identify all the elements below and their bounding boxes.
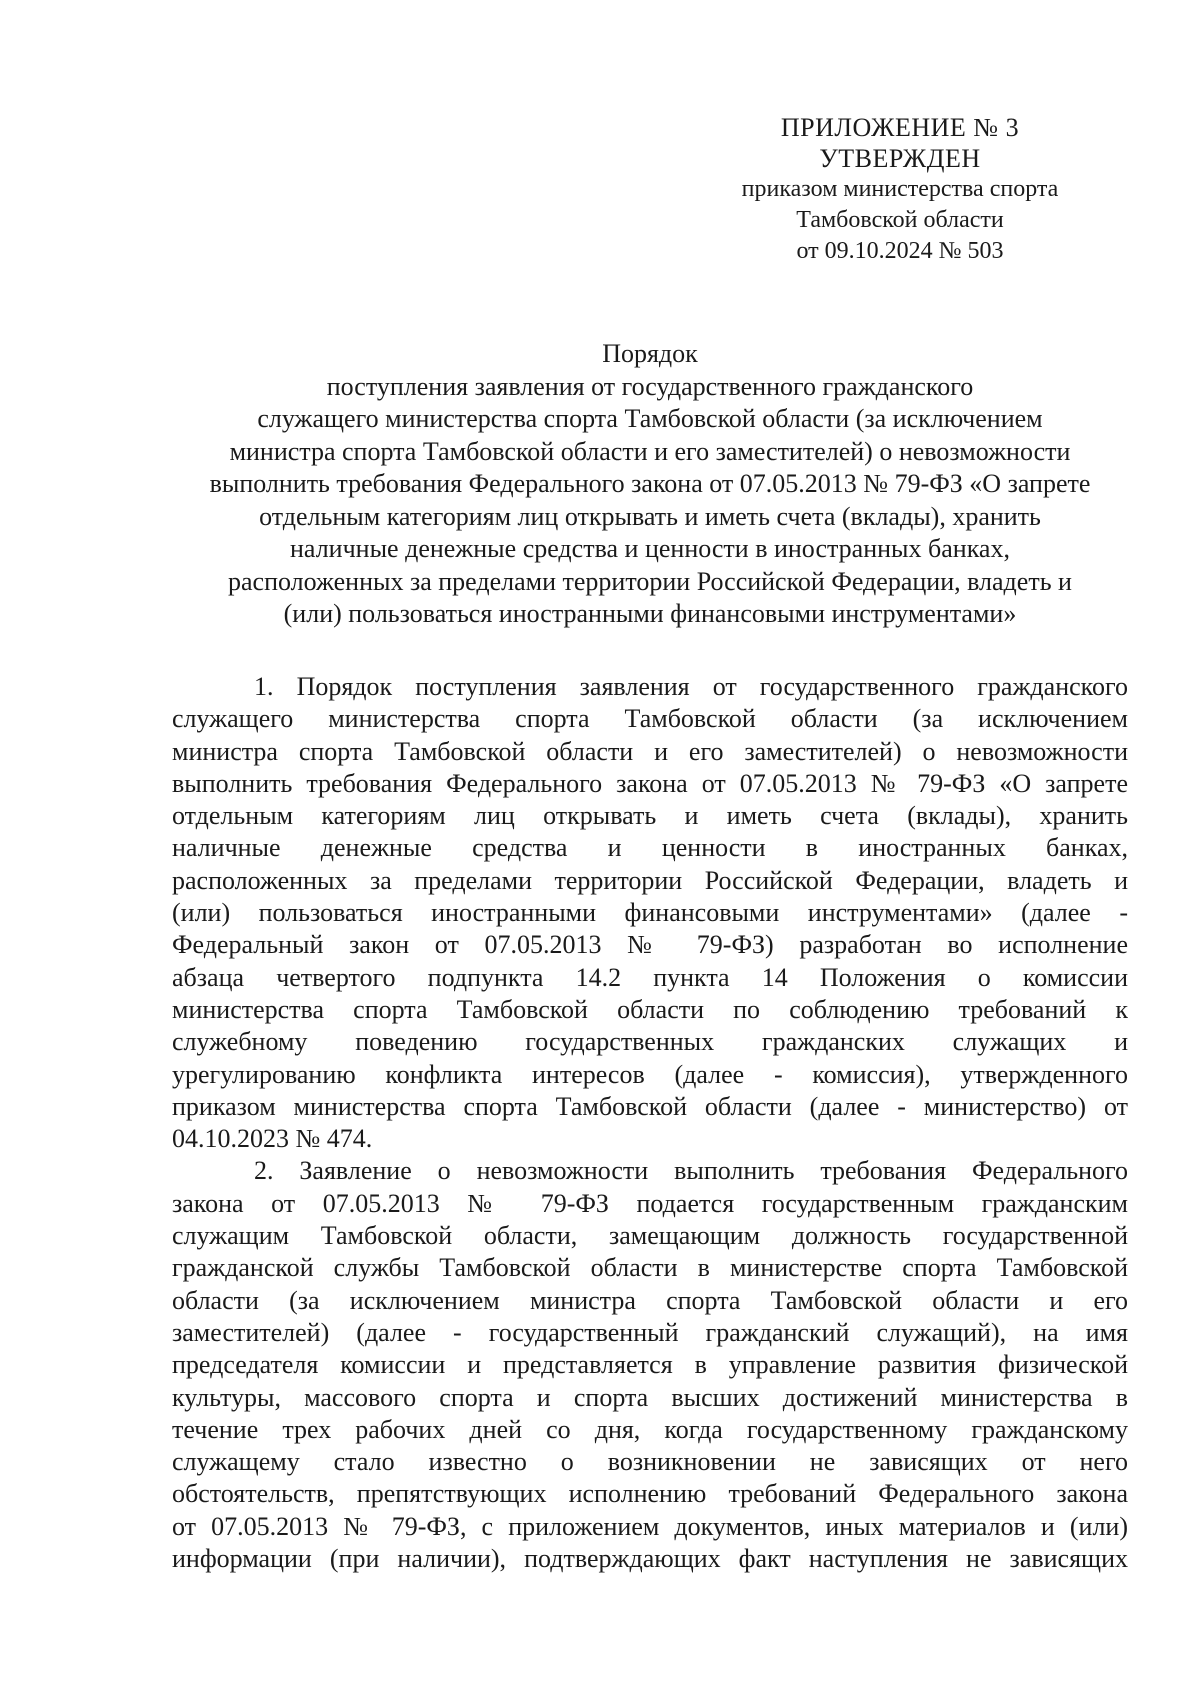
order-line-2: Тамбовской области (796, 207, 1004, 233)
order-line-3: от 09.10.2024 № 503 (796, 238, 1004, 264)
text-line: (или) пользоваться иностранными финансовыми инструментами» (далее - (172, 898, 1128, 928)
title-line: (или) пользоваться иностранными финансовыми инструментами» (283, 599, 1017, 628)
approval-stamp-block (690, 112, 1110, 267)
title-line: выполнить требования Федерального закона от 07.05.2013 № 79-ФЗ «О запрете (209, 469, 1091, 498)
document-body (172, 671, 1128, 1575)
paragraph-1 (172, 671, 1128, 1155)
text-line: председателя комиссии и представляется в управление развития физической (172, 1350, 1128, 1380)
text-line: обстоятельств, препятствующих исполнению требований Федерального закона (172, 1479, 1128, 1509)
approved-label: УТВЕРЖДЕН (819, 144, 981, 173)
title-line: служащего министерства спорта Тамбовской области (за исключением (257, 404, 1043, 433)
text-line: расположенных за пределами территории Российской Федерации, владеть и (172, 865, 1128, 895)
text-line: информации (при наличии), подтверждающих факт наступления не зависящих (172, 1544, 1128, 1574)
title-line: поступления заявления от государственного гражданского (326, 371, 974, 401)
title-line: министра спорта Тамбовской области и его заместителей) о невозможности (229, 436, 1071, 466)
text-line: урегулированию конфликта интересов (далее - комиссия), утвержденного (172, 1059, 1128, 1089)
text-line: Федеральный закон от 07.05.2013 № 79-ФЗ) разработан во исполнение (172, 930, 1128, 960)
text-line: течение трех рабочих дней со дня, когда государственному гражданскому (172, 1414, 1128, 1444)
text-line: закона от 07.05.2013 № 79-ФЗ подается государственным гражданским (172, 1188, 1128, 1218)
text-line: служащим Тамбовской области, замещающим должность государственной (172, 1221, 1128, 1251)
paragraph-2 (172, 1155, 1128, 1575)
text-line: отдельным категориям лиц открывать и иметь счета (вклады), хранить (172, 801, 1128, 831)
text-line: 2. Заявление о невозможности выполнить требования Федерального (254, 1156, 1128, 1186)
text-line: министра спорта Тамбовской области и его заместителей) о невозможности (172, 736, 1128, 766)
text-line: от 07.05.2013 № 79-ФЗ, с приложением документов, иных материалов и (или) (172, 1511, 1128, 1541)
title-line: расположенных за пределами территории Российской Федерации, владеть и (228, 566, 1072, 596)
text-line: абзаца четвертого подпункта 14.2 пункта 14 Положения о комиссии (172, 962, 1128, 992)
text-line: министерства спорта Тамбовской области по соблюдению требований к (172, 994, 1128, 1024)
text-line: служебному поведению государственных гражданских служащих и (172, 1027, 1128, 1057)
title-line: наличные денежные средства и ценности в иностранных банках, (290, 534, 1010, 563)
text-line: выполнить требования Федерального закона от 07.05.2013 № 79-ФЗ «О запрете (172, 768, 1128, 798)
text-line: наличные денежные средства и ценности в иностранных банках, (172, 833, 1128, 863)
title-line: отдельным категориям лиц открывать и иметь счета (вклады), хранить (259, 501, 1041, 531)
text-line: культуры, массового спорта и спорта высших достижений министерства в (172, 1382, 1128, 1412)
text-line: 1. Порядок поступления заявления от государственного гражданского (254, 672, 1128, 701)
order-line-1: приказом министерства спорта (741, 176, 1059, 202)
text-line: заместителей) (далее - государственный гражданский служащий), на имя (172, 1317, 1128, 1347)
text-line: служащего министерства спорта Тамбовской области (за исключением (172, 704, 1128, 734)
text-line: приказом министерства спорта Тамбовской области (далее - министерство) от (172, 1091, 1128, 1121)
title-heading: Порядок (602, 339, 698, 368)
annex-number: ПРИЛОЖЕНИЕ № 3 (780, 113, 1020, 142)
text-line: 04.10.2023 № 474. (172, 1124, 373, 1154)
document-title (170, 338, 1130, 631)
text-line: гражданской службы Тамбовской области в министерстве спорта Тамбовской (172, 1253, 1128, 1283)
text-line: области (за исключением министра спорта Тамбовской области и его (172, 1285, 1128, 1315)
text-line: служащему стало известно о возникновении не зависящих от него (172, 1447, 1128, 1477)
